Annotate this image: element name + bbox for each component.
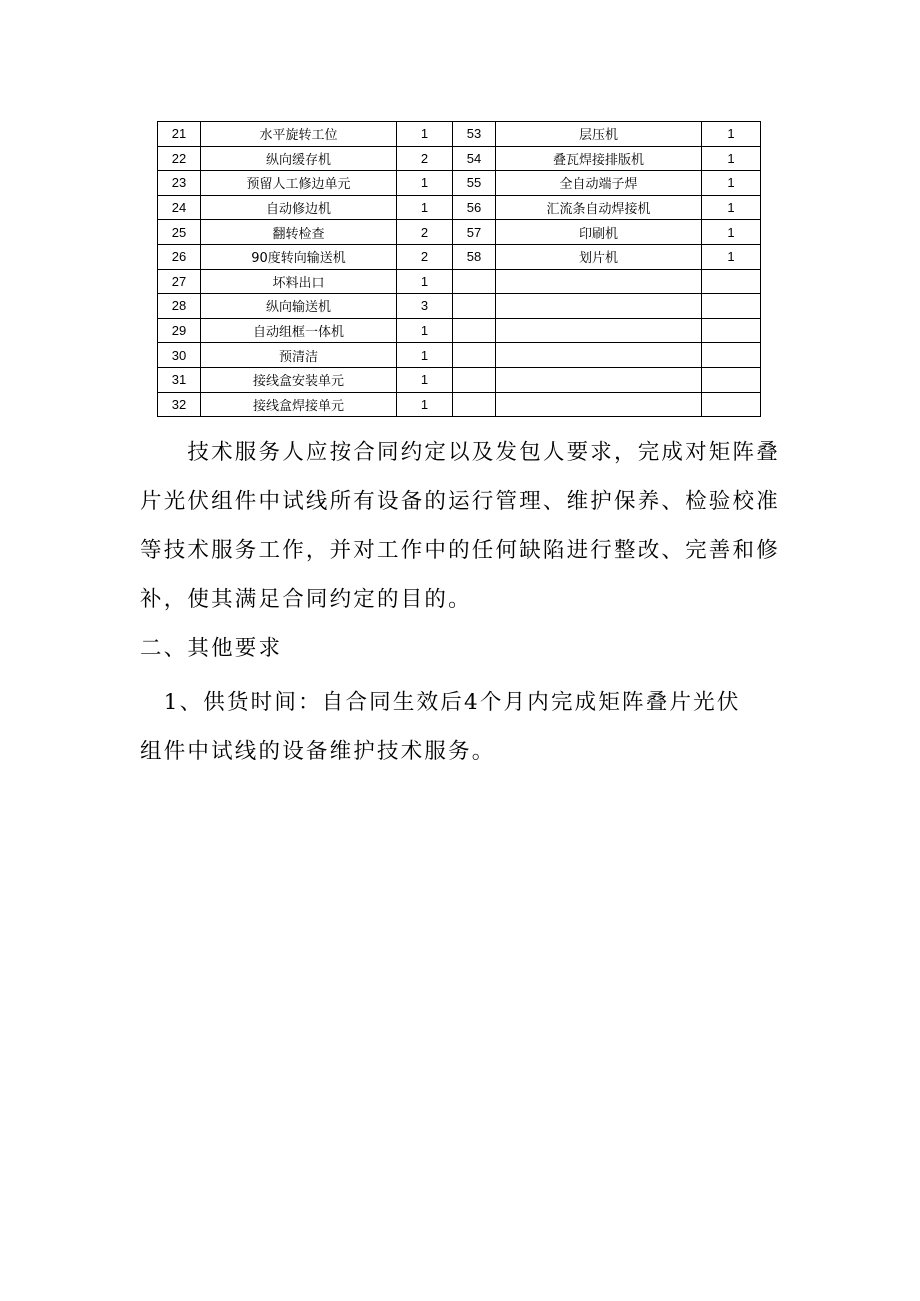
paragraph-line: 等技术服务工作，并对工作中的任何缺陷进行整改、完善和修 [140,538,780,563]
quantity: 2 [397,220,453,245]
item-number [453,343,496,368]
item-number [453,269,496,294]
paragraph-line: 片光伏组件中试线所有设备的运行管理、维护保养、检验校准 [140,489,780,514]
equipment-name [496,294,702,319]
quantity: 1 [397,318,453,343]
item-number: 56 [453,195,496,220]
equipment-name: 翻转检查 [201,220,397,245]
section-heading-other-requirements: 二、其他要求 [140,636,283,661]
item-number [453,367,496,392]
table-row [158,195,761,220]
table-row [158,294,761,319]
item-number: 21 [158,122,201,147]
table-row [158,220,761,245]
quantity: 1 [397,343,453,368]
table-row [158,367,761,392]
quantity: 1 [397,122,453,147]
equipment-name: 坏料出口 [201,269,397,294]
equipment-name: 层压机 [496,122,702,147]
quantity: 1 [702,195,761,220]
item-number: 55 [453,171,496,196]
equipment-name: 接线盒焊接单元 [201,392,397,417]
item-number: 25 [158,220,201,245]
quantity: 1 [702,220,761,245]
equipment-table [157,121,761,417]
paragraph-line: 技术服务人应按合同约定以及发包人要求，完成对矩阵叠 [140,440,780,465]
item-number: 53 [453,122,496,147]
quantity: 3 [397,294,453,319]
item-number: 27 [158,269,201,294]
table-row [158,122,761,147]
item-number: 58 [453,244,496,269]
technical-service-paragraph [140,428,780,624]
item-number: 23 [158,171,201,196]
item-number: 57 [453,220,496,245]
equipment-name [496,269,702,294]
table-row [158,392,761,417]
table-row [158,171,761,196]
quantity: 1 [702,171,761,196]
quantity: 1 [397,392,453,417]
quantity: 2 [397,244,453,269]
item-number: 24 [158,195,201,220]
supply-time-paragraph [140,678,776,776]
item-number: 30 [158,343,201,368]
equipment-name: 预留人工修边单元 [201,171,397,196]
equipment-name: 全自动端子焊 [496,171,702,196]
equipment-name: 叠瓦焊接排版机 [496,146,702,171]
paragraph-line: 组件中试线的设备维护技术服务。 [140,739,496,764]
quantity [702,294,761,319]
item-number: 54 [453,146,496,171]
item-number: 22 [158,146,201,171]
equipment-name [496,392,702,417]
item-number [453,318,496,343]
paragraph-line: 补，使其满足合同约定的目的。 [140,587,472,612]
equipment-name: 接线盒安装单元 [201,367,397,392]
quantity: 1 [702,244,761,269]
equipment-name [496,367,702,392]
item-number [453,392,496,417]
quantity: 1 [397,171,453,196]
equipment-name: 印刷机 [496,220,702,245]
equipment-name: 自动修边机 [201,195,397,220]
table-row [158,146,761,171]
quantity: 1 [397,269,453,294]
quantity: 2 [397,146,453,171]
quantity [702,318,761,343]
quantity: 1 [702,122,761,147]
equipment-name: 纵向输送机 [201,294,397,319]
paragraph-line: 1、供货时间：自合同生效后4个月内完成矩阵叠片光伏 [140,690,741,715]
quantity [702,392,761,417]
equipment-name: 自动组框一体机 [201,318,397,343]
item-number: 32 [158,392,201,417]
table-row [158,269,761,294]
quantity: 1 [397,195,453,220]
equipment-name: 划片机 [496,244,702,269]
equipment-name [496,318,702,343]
table-row [158,318,761,343]
item-number: 29 [158,318,201,343]
item-number: 26 [158,244,201,269]
quantity: 1 [702,146,761,171]
equipment-table-body [158,122,761,417]
quantity [702,367,761,392]
item-number: 28 [158,294,201,319]
table-row [158,244,761,269]
equipment-name [496,343,702,368]
quantity [702,269,761,294]
equipment-name: 纵向缓存机 [201,146,397,171]
equipment-name: 90度转向输送机 [201,244,397,269]
quantity: 1 [397,367,453,392]
table-row [158,343,761,368]
item-number: 31 [158,367,201,392]
quantity [702,343,761,368]
equipment-name: 预清洁 [201,343,397,368]
equipment-name: 水平旋转工位 [201,122,397,147]
equipment-name: 汇流条自动焊接机 [496,195,702,220]
item-number [453,294,496,319]
